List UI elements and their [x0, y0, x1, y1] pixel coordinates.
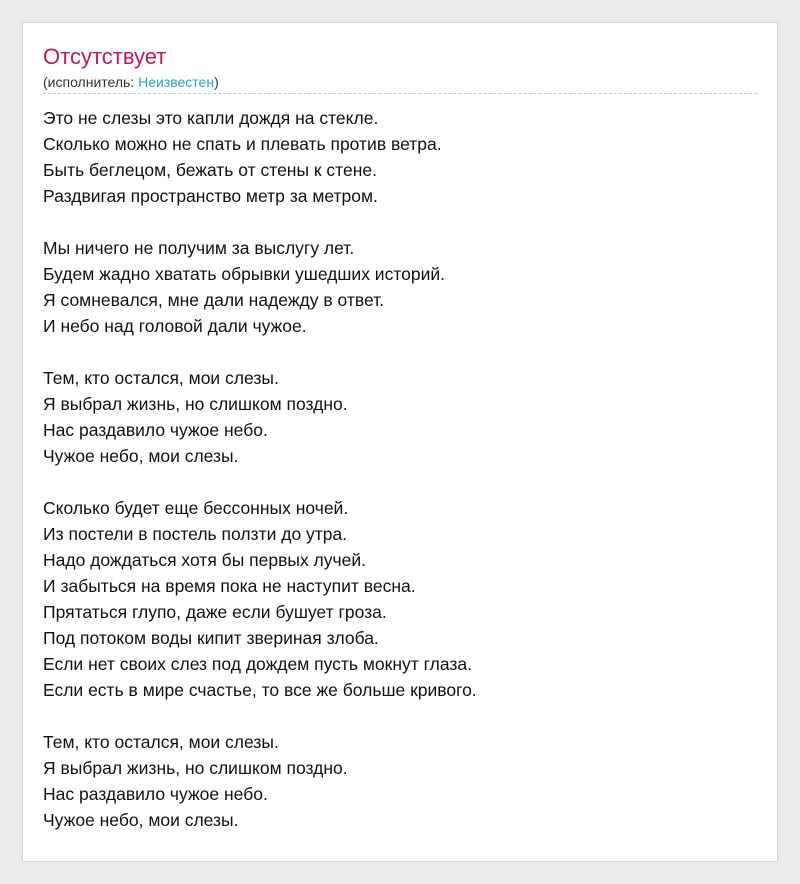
lyric-line: Тем, кто остался, мои слезы.	[43, 368, 279, 388]
lyric-line: Я сомневался, мне дали надежду в ответ.	[43, 290, 385, 310]
stanza	[43, 495, 753, 703]
lyric-line: Я выбрал жизнь, но слишком поздно.	[43, 758, 348, 778]
lyric-line: Тем, кто остался, мои слезы.	[43, 732, 279, 752]
lyric-line: Мы ничего не получим за выслугу лет.	[43, 238, 355, 258]
lyric-line: Нас раздавило чужое небо.	[43, 420, 268, 440]
lyric-line: Я выбрал жизнь, но слишком поздно.	[43, 394, 348, 414]
song-title: Отсутствует	[43, 44, 167, 69]
lyric-line: Под потоком воды кипит звериная злоба.	[43, 628, 379, 648]
lyric-line: Сколько будет еще бессонных ночей.	[43, 498, 349, 518]
lyric-line: Если есть в мире счастье, то все же больше кривого.	[43, 680, 477, 700]
lyric-line: И забыться на время пока не наступит весна.	[43, 576, 416, 596]
title-divider	[43, 93, 757, 94]
lyrics-card	[22, 22, 778, 862]
stanza	[43, 235, 753, 339]
lyric-line: Нас раздавило чужое небо.	[43, 784, 268, 804]
lyrics-body	[43, 105, 753, 859]
lyric-line: Прятаться глупо, даже если бушует гроза.	[43, 602, 387, 622]
lyric-line: Из постели в постель ползти до утра.	[43, 524, 348, 544]
artist-prefix: (исполнитель:	[43, 74, 139, 90]
stanza	[43, 729, 753, 833]
lyric-line: Быть беглецом, бежать от стены к стене.	[43, 160, 377, 180]
lyric-line: И небо над головой дали чужое.	[43, 316, 307, 336]
artist-suffix: )	[214, 74, 219, 90]
lyric-line: Это не слезы это капли дождя на стекле.	[43, 108, 379, 128]
lyric-line: Надо дождаться хотя бы первых лучей.	[43, 550, 367, 570]
artist-line	[43, 73, 219, 91]
artist-link[interactable]: Неизвестен	[138, 74, 215, 90]
stanza	[43, 365, 753, 469]
lyric-line: Чужое небо, мои слезы.	[43, 446, 239, 466]
lyric-line: Раздвигая пространство метр за метром.	[43, 186, 378, 206]
lyric-line: Сколько можно не спать и плевать против ветра.	[43, 134, 442, 154]
lyric-line: Чужое небо, мои слезы.	[43, 810, 239, 830]
lyric-line: Будем жадно хватать обрывки ушедших историй.	[43, 264, 446, 284]
stanza	[43, 105, 753, 209]
lyric-line: Если нет своих слез под дождем пусть мокнут глаза.	[43, 654, 472, 674]
